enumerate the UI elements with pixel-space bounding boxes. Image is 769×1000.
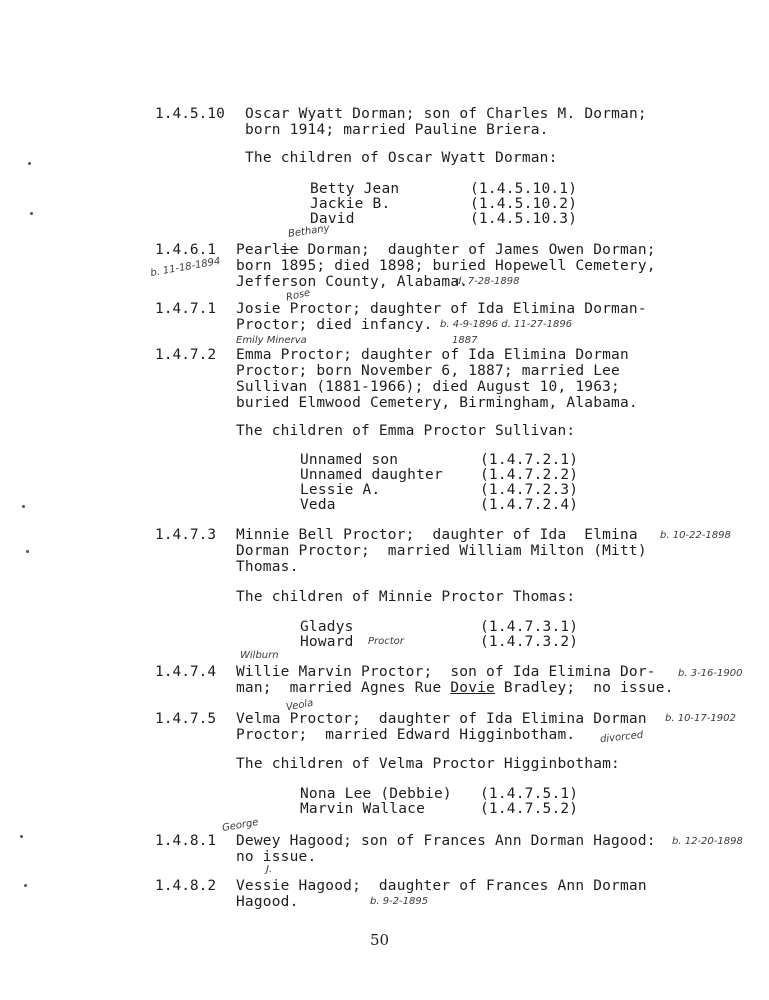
handwritten-note: Veola — [285, 697, 315, 714]
entry-text-part: man; married Agnes Rue — [236, 680, 451, 696]
child-name: David — [310, 211, 355, 227]
entry-text: Proctor; married Edward Higginbotham. — [236, 727, 576, 743]
child-id: (1.4.5.10.2) — [470, 196, 578, 212]
handwritten-note: Emily Minerva — [236, 335, 307, 346]
children-heading: The children of Emma Proctor Sullivan: — [236, 423, 576, 439]
entry-text — [236, 242, 656, 258]
entry-number: 1.4.7.3 — [155, 527, 217, 543]
handwritten-note: Proctor — [368, 636, 404, 647]
handwritten-note: George — [221, 816, 260, 835]
child-name: Nona Lee (Debbie) — [300, 786, 452, 802]
child-name: Unnamed son — [300, 452, 399, 468]
entry-text — [236, 680, 674, 696]
entry-text: Jefferson County, Alabama. — [236, 274, 469, 290]
child-name: Betty Jean — [310, 181, 400, 197]
entry-text: Willie Marvin Proctor; son of Ida Elimina Dor- — [236, 664, 656, 680]
entry-number: 1.4.6.1 — [155, 242, 217, 258]
handwritten-note: J. — [266, 864, 273, 875]
underlined-text: Dovie — [450, 680, 495, 696]
child-name: Jackie B. — [310, 196, 391, 212]
margin-speck — [26, 550, 29, 553]
handwritten-note: divorced — [599, 729, 644, 746]
handwritten-note: Wilburn — [240, 650, 279, 661]
handwritten-note: d. 7-28-1898 — [455, 276, 520, 287]
entry-text-part: Pearl — [236, 242, 281, 258]
entry-text: Proctor; died infancy. — [236, 317, 433, 333]
child-name: Gladys — [300, 619, 354, 635]
handwritten-note: b. 3-16-1900 — [678, 668, 743, 679]
child-id: (1.4.7.3.1) — [480, 619, 579, 635]
entry-text: Thomas. — [236, 559, 299, 575]
entry-text: Minnie Bell Proctor; daughter of Ida Elmina — [236, 527, 638, 543]
entry-text: Oscar Wyatt Dorman; son of Charles M. Dorman; — [245, 106, 647, 122]
entry-text: Hagood. — [236, 894, 299, 910]
entry-text: born 1895; died 1898; buried Hopewell Cemetery, — [236, 258, 656, 274]
handwritten-note: b. 10-17-1902 — [665, 713, 736, 724]
handwritten-note: b. 11-18-1894 — [149, 255, 222, 280]
child-id: (1.4.5.10.1) — [470, 181, 578, 197]
handwritten-note: b. 4-9-1896 d. 11-27-1896 — [440, 319, 573, 330]
child-id: (1.4.7.5.2) — [480, 801, 579, 817]
handwritten-note: Rose — [285, 287, 312, 304]
entry-number: 1.4.5.10 — [155, 106, 225, 122]
child-name: Veda — [300, 497, 336, 513]
margin-speck — [22, 505, 25, 508]
handwritten-note: b. 9-2-1895 — [370, 896, 429, 907]
entry-number: 1.4.8.1 — [155, 833, 217, 849]
margin-speck — [30, 212, 33, 215]
child-id: (1.4.7.2.3) — [480, 482, 579, 498]
entry-number: 1.4.7.2 — [155, 347, 217, 363]
handwritten-note: b. 10-22-1898 — [660, 530, 731, 541]
children-heading: The children of Oscar Wyatt Dorman: — [245, 150, 558, 166]
handwritten-note: b. 12-20-1898 — [672, 836, 743, 847]
entry-text: Velma Proctor; daughter of Ida Elimina Dorman — [236, 711, 647, 727]
entry-text-part: Bradley; no issue. — [494, 680, 674, 696]
child-id: (1.4.7.2.4) — [480, 497, 579, 513]
entry-text: Sullivan (1881-1966); died August 10, 1963; — [236, 379, 620, 395]
child-name: Unnamed daughter — [300, 467, 443, 483]
entry-number: 1.4.7.1 — [155, 301, 217, 317]
child-id: (1.4.5.10.3) — [470, 211, 578, 227]
margin-speck — [28, 162, 31, 165]
entry-text: Proctor; born November 6, 1887; married Lee — [236, 363, 620, 379]
children-heading: The children of Minnie Proctor Thomas: — [236, 589, 576, 605]
entry-text: Dorman Proctor; married William Milton (Mitt) — [236, 543, 647, 559]
entry-number: 1.4.7.4 — [155, 664, 217, 680]
child-name: Lessie A. — [300, 482, 381, 498]
entry-text: no issue. — [236, 849, 317, 865]
entry-text-part: Dorman; daughter of James Owen Dorman; — [298, 242, 656, 258]
margin-speck — [24, 884, 27, 887]
child-name: Marvin Wallace — [300, 801, 426, 817]
child-id: (1.4.7.3.2) — [480, 634, 579, 650]
handwritten-note: 1887 — [452, 335, 478, 346]
entry-text: Josie Proctor; daughter of Ida Elimina Dorman- — [236, 301, 647, 317]
entry-text: Dewey Hagood; son of Frances Ann Dorman Hagood: — [236, 833, 656, 849]
child-id: (1.4.7.2.1) — [480, 452, 579, 468]
child-name: Howard — [300, 634, 354, 650]
entry-text: Vessie Hagood; daughter of Frances Ann Dorman — [236, 878, 647, 894]
entry-text: Emma Proctor; daughter of Ida Elimina Dorman — [236, 347, 629, 363]
page-number: 50 — [370, 931, 390, 949]
handwritten-note: Bethany — [287, 223, 331, 240]
child-id: (1.4.7.5.1) — [480, 786, 579, 802]
entry-number: 1.4.7.5 — [155, 711, 217, 727]
entry-text: born 1914; married Pauline Briera. — [245, 122, 549, 138]
child-id: (1.4.7.2.2) — [480, 467, 579, 483]
struck-text: ie — [280, 242, 299, 258]
entry-number: 1.4.8.2 — [155, 878, 217, 894]
children-heading: The children of Velma Proctor Higginbotham: — [236, 756, 620, 772]
margin-speck — [20, 835, 23, 838]
entry-text: buried Elmwood Cemetery, Birmingham, Alabama. — [236, 395, 638, 411]
